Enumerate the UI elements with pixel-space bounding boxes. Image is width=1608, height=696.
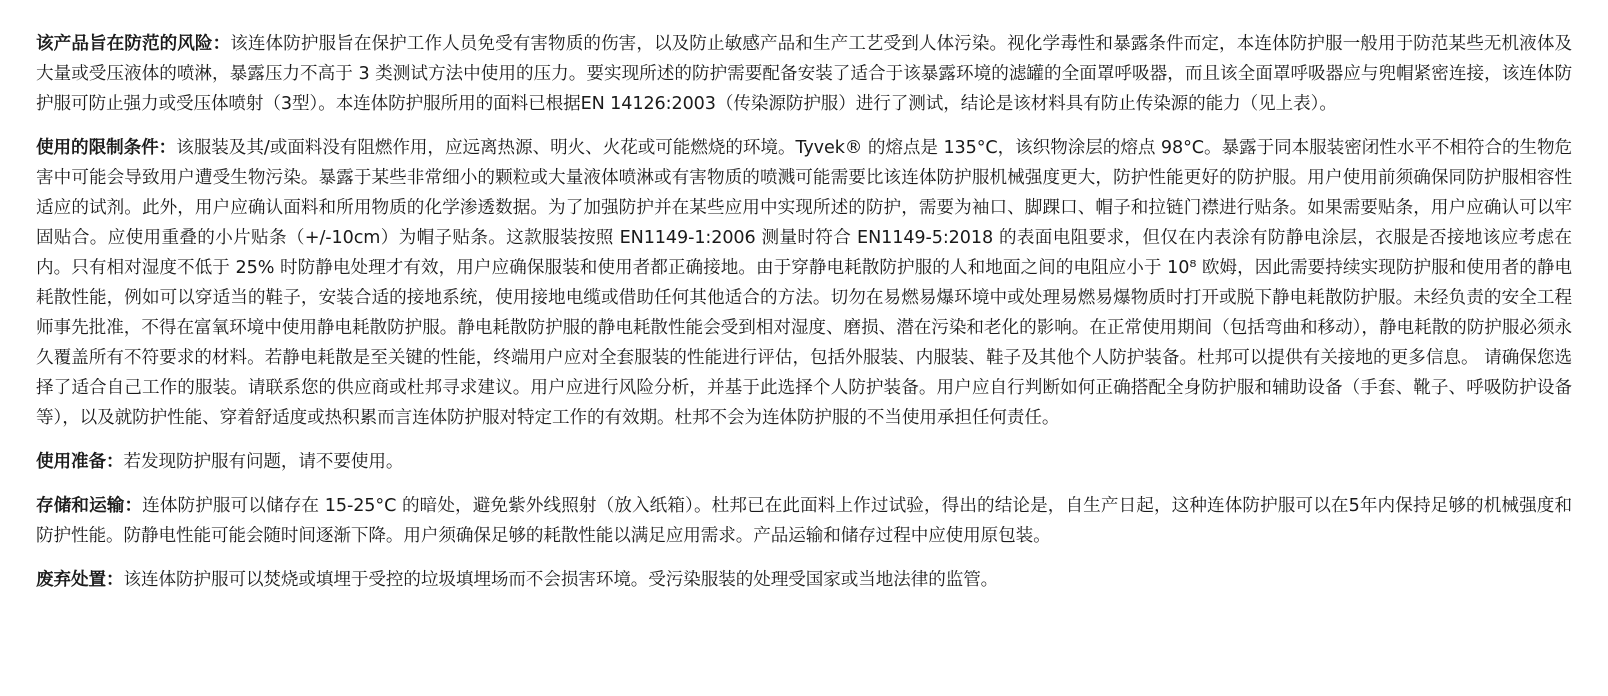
section-label: 该产品旨在防范的风险： (36, 34, 231, 54)
section-storage-transport (36, 491, 1572, 551)
section-text: 连体防护服可以储存在 15-25°C 的暗处，避免紫外线照射（放入纸箱）。杜邦已在此面料上作过试验，得出的结论是，自生产日起，这种连体防护服可以在5年内保持足够的机械强度和防护性能。防静电性能可能会随时间逐渐下降。用户须确保足够的耗散性能以满足应用需求。产品运输和储存过程中应使用原包装。 (36, 496, 1572, 546)
section-label: 存储和运输： (36, 496, 143, 516)
section-disposal (36, 565, 1572, 595)
section-text: 若发现防护服有问题，请不要使用。 (123, 452, 404, 472)
section-text: 该连体防护服可以焚烧或填埋于受控的垃圾填埋场而不会损害环境。受污染服装的处理受国家或当地法律的监管。 (123, 570, 999, 590)
section-text: 该服装及其/或面料没有阻燃作用，应远离热源、明火、火花或可能燃烧的环境。Tyvek® 的熔点是 135°C，该织物涂层的熔点 98°C。暴露于同本服装密闭性水平不相符合的生物危害中可能会导致用户遭受生物污染。暴露于某些非常细小的颗粒或大量液体喷淋或有害物质的喷溅可能需要比该连体防护服机械强度更大，防护性能更好的防护服。用户使用前须确保同防护服相容性适应的试剂。此外，用户应确认面料和所用物质的化学渗透数据。为了加强防护并在某些应用中实现所述的防护，需要为袖口、脚踝口、帽子和拉链门襟进行贴条。如果需要贴条，用户应确认可以牢固贴合。应使用重叠的小片贴条（+/-10cm）为帽子贴条。这款服装按照 EN1149-1:2006 测量时符合 EN1149-5:2018 的表面电阻要求，但仅在内表涂有防静电涂层，衣服是否接地该应考虑在内。只有相对湿度不低于 25% 时防静电处理才有效，用户应确保服装和使用者都正确接地。由于穿静电耗散防护服的人和地面之间的电阻应小于 10⁸ 欧姆，因此需要持续实现防护服和使用者的静电耗散性能，例如可以穿适当的鞋子，安装合适的接地系统，使用接地电缆或借助任何其他适合的方法。切勿在易燃易爆环境中或处理易燃易爆物质时打开或脱下静电耗散防护服。未经负责的安全工程师事先批准，不得在富氧环境中使用静电耗散防护服。静电耗散防护服的静电耗散性能会受到相对湿度、磨损、潜在污染和老化的影响。在正常使用期间（包括弯曲和移动），静电耗散的防护服必须永久覆盖所有不符要求的材料。若静电耗散是至关键的性能，终端用户应对全套服装的性能进行评估，包括外服装、内服装、鞋子及其他个人防护装备。杜邦可以提供有关接地的更多信息。 请确保您选择了适合自己工作的服装。请联系您的供应商或杜邦寻求建议。用户应进行风险分析，并基于此选择个人防护装备。用户应自行判断如何正确搭配全身防护服和辅助设备（手套、靴子、呼吸防护设备等），以及就防护性能、穿着舒适度或热积累而言连体防护服对特定工作的有效期。杜邦不会为连体防护服的不当使用承担任何责任。 (36, 138, 1573, 428)
section-label: 废弃处置： (36, 570, 124, 590)
section-text: 该连体防护服旨在保护工作人员免受有害物质的伤害，以及防止敏感产品和生产工艺受到人体污染。视化学毒性和暴露条件而定，本连体防护服一般用于防范某些无机液体及大量或受压液体的喷淋，暴露压力不高于 3 类测试方法中使用的压力。要实现所述的防护需要配备安装了适合于该暴露环境的滤罐的全面罩呼吸器，而且该全面罩呼吸器应与兜帽紧密连接，该连体防护服可防止强力或受压体喷射（3型）。本连体防护服所用的面料已根据EN 14126:2003（传染源防护服）进行了测试，结论是该材料具有防止传染源的能力（见上表）。 (36, 34, 1572, 114)
section-risk-protection (36, 29, 1572, 119)
section-usage-limitations (36, 133, 1572, 433)
section-label: 使用的限制条件： (36, 138, 177, 158)
section-preparation (36, 447, 1572, 477)
section-label: 使用准备： (36, 452, 124, 472)
